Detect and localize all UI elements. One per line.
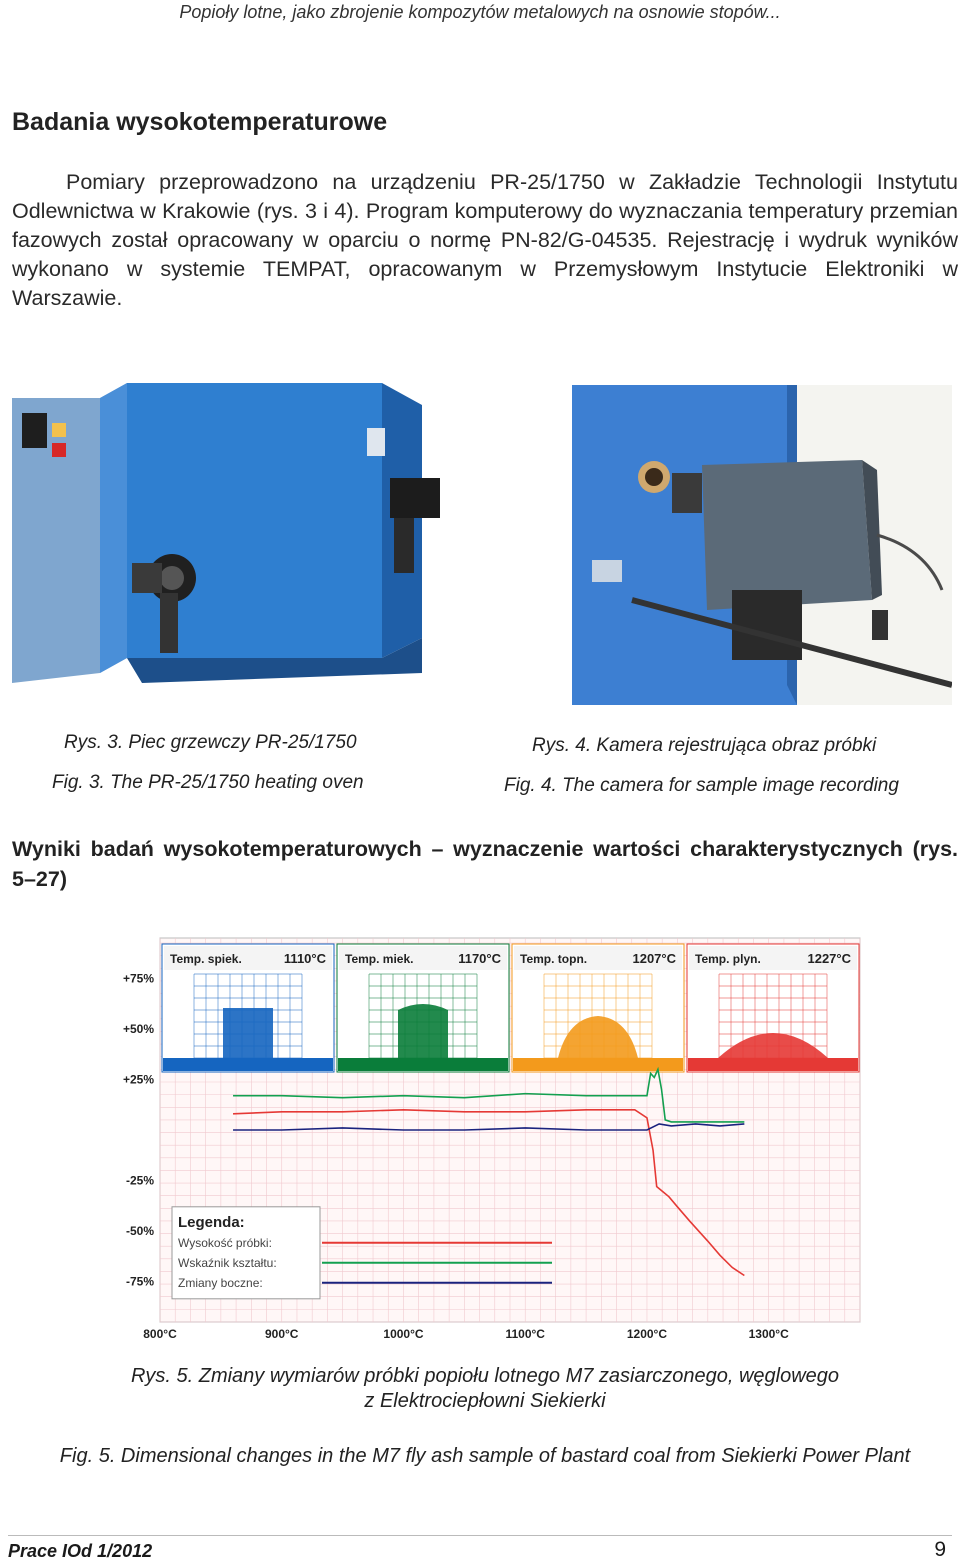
fig5-caption-en: Fig. 5. Dimensional changes in the M7 fly ash sample of bastard coal from Siekierki Power Plant [59, 1445, 911, 1467]
dimension-chart [115, 930, 863, 1344]
body-paragraph-text: Pomiary przeprowadzono na urządzeniu PR-25/1750 w Zakładzie Technologii Instytutu Odlewnictwa w Krakowie (rys. 3 i 4). Program komputerowy do wyznaczania temperatury przemian fazowych został opracowany w oparciu o normę PN-82/G-04535. Rejestrację i wydruk wyników wykonano w systemie TEMPAT, opracowanym w Przemysłowym Instytucie Elektroniki w Warszawie. [12, 170, 958, 310]
panel-base-bar [338, 1058, 508, 1071]
y-tick-label: -25% [125, 1173, 154, 1188]
x-tick-label: 1100°C [505, 1327, 545, 1341]
legend-entry-label: Zmiany boczne: [178, 1275, 263, 1290]
y-tick-label: +75% [122, 971, 154, 986]
section-title: Badania wysokotemperaturowe [12, 108, 388, 136]
fig5-caption-pl-line1: Rys. 5. Zmiany wymiarów próbki popiołu lotnego M7 zasiarczonego, węglowego [130, 1365, 840, 1387]
legend-entry-label: Wysokość próbki: [178, 1235, 272, 1250]
running-head: Popioły lotne, jako zbrojenie kompozytów metalowych na osnowie stopów... [179, 2, 781, 22]
legend-title: Legenda: [178, 1213, 245, 1231]
panel-base-bar [688, 1058, 858, 1071]
y-tick-label: +25% [122, 1072, 154, 1087]
sample-shape [398, 1004, 448, 1058]
body-paragraph [12, 168, 958, 313]
panel-temperature: 1207°C [632, 951, 676, 966]
panel-temperature: 1227°C [807, 951, 851, 966]
camera-photo [572, 385, 952, 705]
y-tick-label: -50% [125, 1224, 154, 1239]
panel-temperature: 1170°C [458, 951, 501, 966]
fig4-caption-en: Fig. 4. The camera for sample image recording [504, 775, 899, 796]
page-number: 9 [934, 1538, 946, 1561]
fig4-caption-pl: Rys. 4. Kamera rejestrująca obraz próbki [532, 735, 877, 756]
footer-rule [8, 1535, 952, 1536]
panel-base-bar [163, 1058, 333, 1071]
results-heading: Wyniki badań wysokotemperaturowych – wyznaczenie wartości charakterystycznych (rys. 5–27) [12, 837, 958, 891]
fig3-caption-pl: Rys. 3. Piec grzewczy PR-25/1750 [64, 732, 357, 753]
x-tick-label: 1000°C [383, 1327, 424, 1341]
panel-label: Temp. plyn. [695, 952, 761, 966]
x-tick-label: 900°C [264, 1327, 299, 1341]
panel-label: Temp. miek. [345, 952, 414, 966]
panel-label: Temp. spiek. [170, 952, 242, 966]
fig5-caption-pl-line2: z Elektrociepłowni Siekierki [364, 1390, 606, 1412]
x-tick-label: 1200°C [626, 1327, 668, 1341]
y-tick-label: -75% [125, 1274, 154, 1289]
x-tick-label: 800°C [143, 1327, 177, 1341]
panel-temperature: 1110°C [283, 951, 326, 966]
heating-oven-photo [12, 383, 440, 705]
x-tick-label: 1300°C [748, 1327, 789, 1341]
legend-entry-label: Wskaźnik kształtu: [178, 1255, 277, 1270]
y-tick-label: +50% [122, 1021, 154, 1036]
fig3-caption-en: Fig. 3. The PR-25/1750 heating oven [52, 772, 364, 793]
panel-label: Temp. topn. [520, 952, 588, 966]
sample-shape [223, 1008, 273, 1058]
footer-journal: Prace IOd 1/2012 [8, 1541, 153, 1561]
